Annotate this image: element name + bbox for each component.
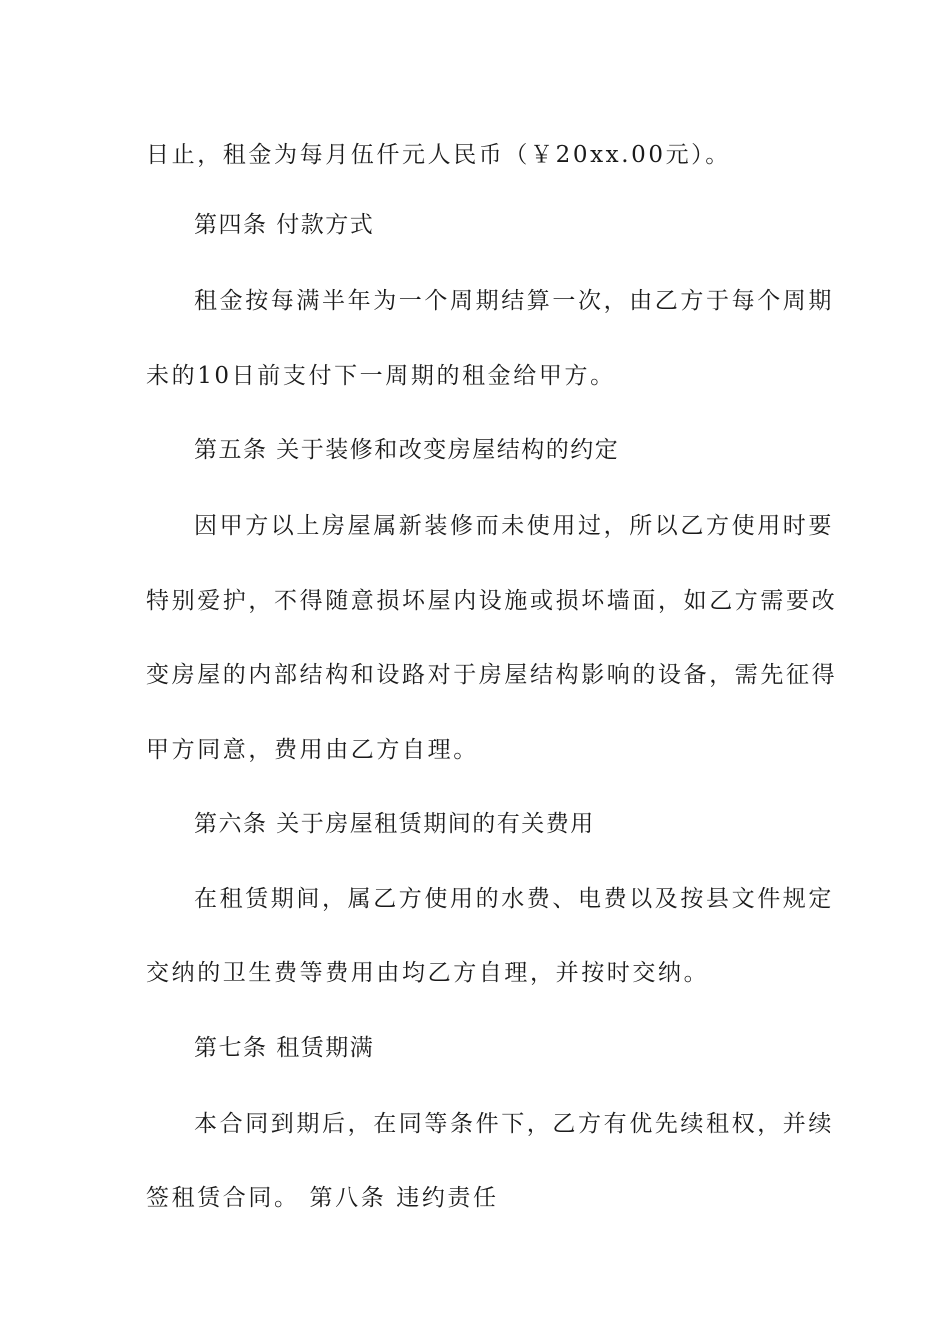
text-line-11: 在租赁期间，属乙方使用的水费、电费以及按县文件规定 bbox=[194, 886, 834, 912]
section-heading-4: 第四条 付款方式 bbox=[194, 212, 375, 238]
text-line-8: 变房屋的内部结构和设路对于房屋结构影响的设备，需先征得 bbox=[146, 662, 838, 688]
text-line-7: 特别爱护，不得随意损坏屋内设施或损坏墙面，如乙方需要改 bbox=[146, 588, 838, 614]
section-heading-5: 第五条 关于装修和改变房屋结构的约定 bbox=[194, 437, 620, 463]
text-line-15: 签租赁合同。 第八条 违约责任 bbox=[146, 1185, 499, 1211]
text-line-1: 日止，租金为每月伍仟元人民币（￥20xx.00元）。 bbox=[146, 142, 731, 168]
text-line-4: 未的10日前支付下一周期的租金给甲方。 bbox=[146, 363, 616, 389]
section-heading-7: 第七条 租赁期满 bbox=[194, 1035, 375, 1061]
section-heading-6: 第六条 关于房屋租赁期间的有关费用 bbox=[194, 811, 595, 837]
text-line-6: 因甲方以上房屋属新装修而未使用过，所以乙方使用时要 bbox=[194, 513, 834, 539]
text-line-3: 租金按每满半年为一个周期结算一次，由乙方于每个周期 bbox=[194, 288, 834, 314]
text-line-14: 本合同到期后，在同等条件下，乙方有优先续租权，并续 bbox=[194, 1111, 834, 1137]
text-line-9: 甲方同意，费用由乙方自理。 bbox=[146, 737, 479, 763]
text-line-12: 交纳的卫生费等费用由均乙方自理，并按时交纳。 bbox=[146, 960, 710, 986]
